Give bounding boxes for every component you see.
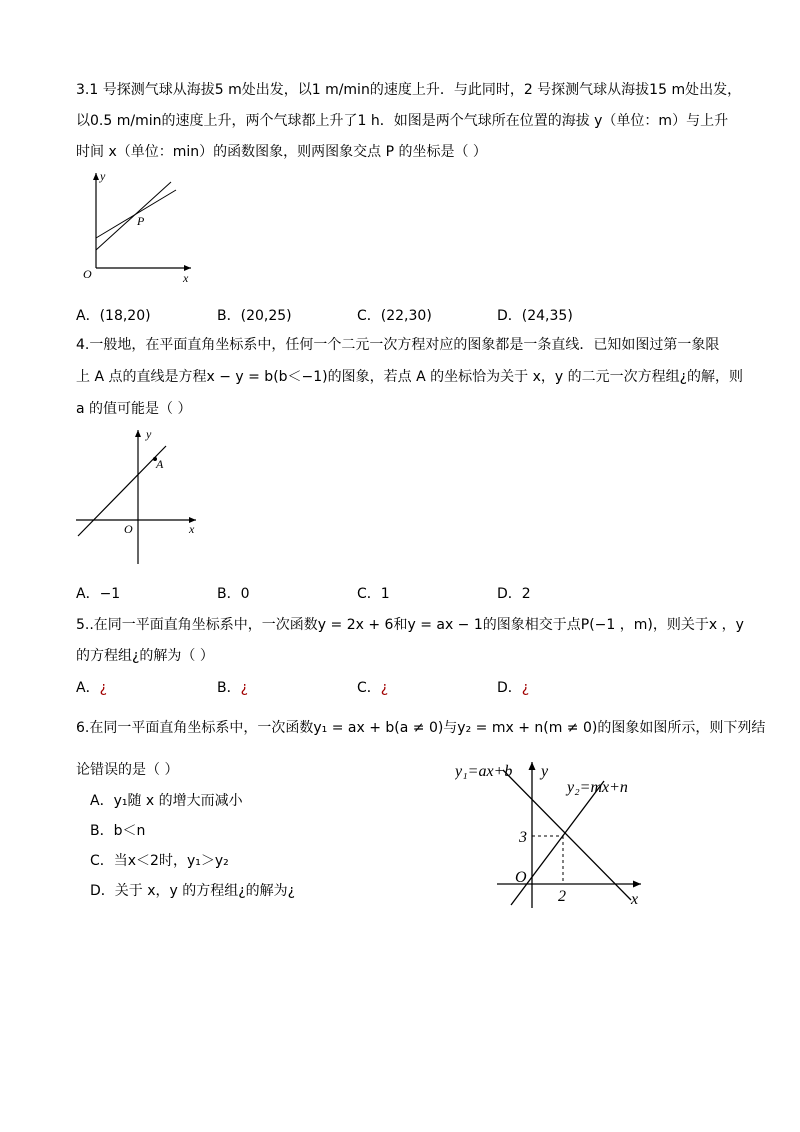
q5-option-b-label: B．	[217, 680, 241, 696]
q4-graph-origin-label: O	[124, 522, 133, 536]
q6-graph-y2-label: y₂=mx+n	[567, 779, 628, 796]
q4-option-d[interactable]: D．2	[497, 586, 531, 602]
q5-option-a-mark: ¿	[99, 680, 108, 696]
q6-graph-x-axis-label: x	[631, 891, 639, 908]
q3-graph-p-label: P	[137, 214, 145, 228]
q6-option-a[interactable]: A．y₁随 x 的增大而减小	[90, 793, 243, 809]
q5-option-c-mark: ¿	[380, 680, 389, 696]
q6-graph	[455, 758, 655, 910]
q3-graph-y-label: y	[100, 169, 106, 183]
q5-option-b-mark: ¿	[240, 680, 249, 696]
q4-line-1: 4.一般地，在平面直角坐标系中，任何一个二元一次方程对应的图象都是一条直线．已知如图过第一象限	[76, 337, 720, 353]
q3-line-3: 时间 x（单位：min）的函数图象，则两图象交点 P 的坐标是（ ）	[76, 144, 487, 160]
q4-graph-x-label: x	[189, 522, 195, 536]
q5-option-a-label: A．	[76, 680, 100, 696]
q5-option-d-mark: ¿	[521, 680, 530, 696]
q5-line-1: 5..在同一平面直角坐标系中，一次函数y = 2x + 6和y = ax − 1的图象相交于点P(−1 ，m)，则关于x ，y	[76, 617, 744, 633]
q6-line-2: 论错误的是（ ）	[76, 762, 179, 778]
q5-option-d[interactable]	[497, 677, 529, 697]
q6-graph-origin-label: O	[515, 869, 527, 886]
q6-line-1: 6.在同一平面直角坐标系中，一次函数y₁ = ax + b(a ≠ 0)与y₂ = mx + n(m ≠ 0)的图象如图所示，则下列结	[76, 720, 766, 736]
q5-option-c[interactable]	[357, 677, 388, 697]
q4-graph-a-label: A	[156, 457, 164, 471]
q3-option-b[interactable]: B．(20,25)	[217, 308, 292, 324]
q6-graph-tick-2: 2	[558, 888, 566, 905]
q4-graph-y-label: y	[146, 427, 152, 441]
q3-graph	[76, 168, 206, 283]
q4-option-b[interactable]: B．0	[217, 586, 250, 602]
q6-graph-tick-3: 3	[519, 829, 527, 846]
q3-line-1: 3.1 号探测气球从海拔5 m处出发，以1 m/min的速度上升．与此同时，2 号探测气球从海拔15 m处出发，	[76, 82, 742, 98]
q5-line-2: 的方程组¿的解为（ ）	[76, 648, 214, 664]
q4-line-2: 上 A 点的直线是方程x − y = b(b＜−1)的图象，若点 A 的坐标恰为关于 x，y 的二元一次方程组¿的解，则	[76, 369, 744, 385]
q3-line-2: 以0.5 m/min的速度上升，两个气球都上升了1 h．如图是两个气球所在位置的海拔 y（单位：m）与上升	[76, 113, 729, 129]
q6-graph-y-axis-label: y	[541, 763, 549, 780]
q3-graph-origin-label: O	[83, 267, 92, 281]
q3-graph-x-label: x	[183, 271, 189, 283]
q6-option-b[interactable]: B．b＜n	[90, 823, 146, 839]
q4-graph	[76, 424, 206, 569]
q5-option-b[interactable]	[217, 677, 248, 697]
q4-line-3: a 的值可能是（ ）	[76, 401, 192, 417]
q3-option-a[interactable]: A．(18,20)	[76, 308, 151, 324]
q5-option-a[interactable]	[76, 677, 107, 697]
q4-option-a[interactable]: A．−1	[76, 586, 121, 602]
q6-option-c[interactable]: C．当x＜2时，y₁＞y₂	[90, 853, 229, 869]
q3-option-c[interactable]: C．(22,30)	[357, 308, 432, 324]
q5-option-d-label: D．	[497, 680, 522, 696]
q6-option-d[interactable]: D．关于 x，y 的方程组¿的解为¿	[90, 883, 296, 899]
q3-option-d[interactable]: D．(24,35)	[497, 308, 573, 324]
q4-option-c[interactable]: C．1	[357, 586, 390, 602]
q6-graph-y1-label: y₁=ax+b	[455, 763, 513, 780]
q5-option-c-label: C．	[357, 680, 381, 696]
